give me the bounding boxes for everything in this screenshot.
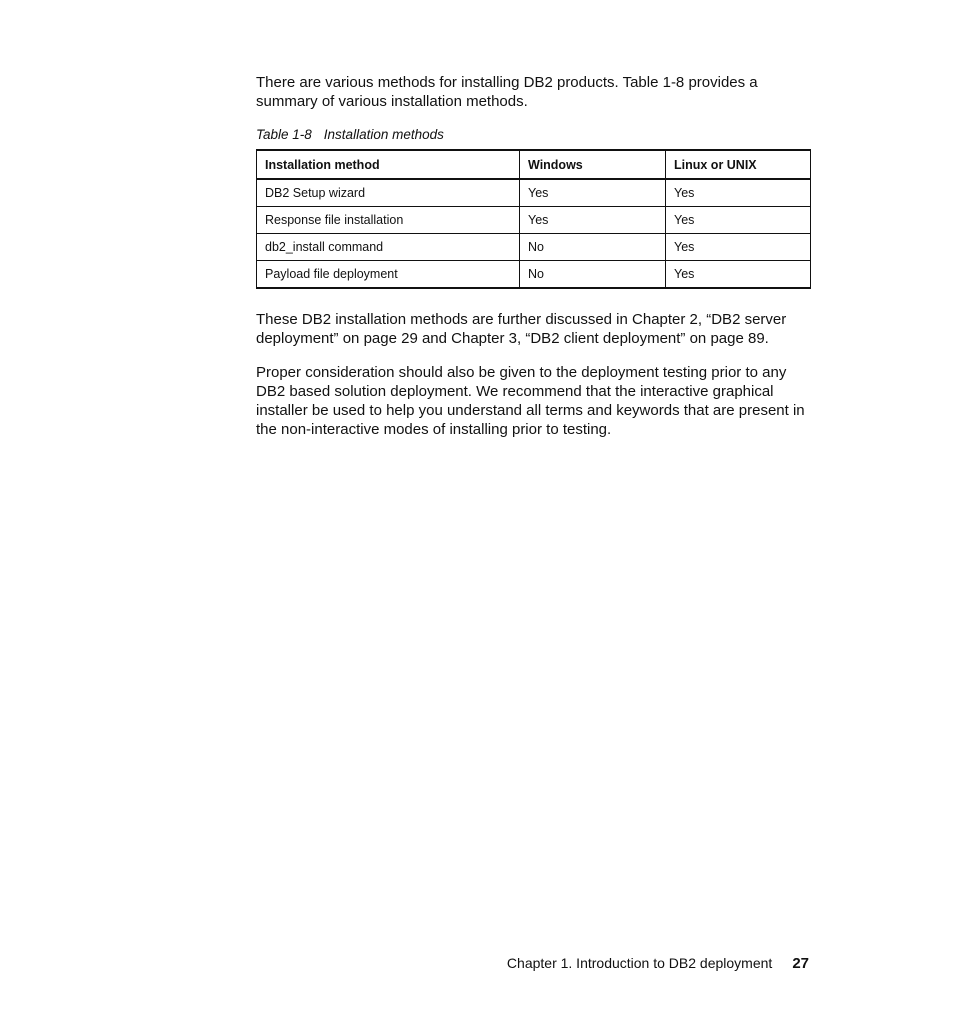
cell-linux-unix: Yes bbox=[666, 207, 811, 234]
cell-method: DB2 Setup wizard bbox=[257, 179, 520, 207]
installation-methods-table bbox=[256, 149, 811, 289]
cell-windows: Yes bbox=[520, 179, 666, 207]
header-linux-unix: Linux or UNIX bbox=[666, 150, 811, 179]
cell-linux-unix: Yes bbox=[666, 179, 811, 207]
table-caption-number: Table 1-8 bbox=[256, 127, 312, 142]
cell-method: Payload file deployment bbox=[257, 261, 520, 289]
cell-windows: No bbox=[520, 234, 666, 261]
cell-method: db2_install command bbox=[257, 234, 520, 261]
table-caption bbox=[256, 126, 812, 144]
cell-linux-unix: Yes bbox=[666, 261, 811, 289]
cell-method: Response file installation bbox=[257, 207, 520, 234]
table-header-row bbox=[257, 150, 811, 179]
header-windows: Windows bbox=[520, 150, 666, 179]
cell-windows: Yes bbox=[520, 207, 666, 234]
footer-chapter-title: Chapter 1. Introduction to DB2 deployment bbox=[506, 955, 773, 971]
page-number: 27 bbox=[792, 955, 809, 972]
chapter-references-paragraph: These DB2 installation methods are further discussed in Chapter 2, “DB2 server deployment” on page 29 and Chapter 3, “DB2 client deployment” on page 89. bbox=[256, 311, 787, 347]
testing-recommendation-paragraph: Proper consideration should also be given to the deployment testing prior to any DB2 based solution deployment. We recommend that the interactive graphical installer be used to help you understand all terms and keywords that are present in the non-interactive modes of installing prior to testing. bbox=[256, 364, 805, 438]
table-row bbox=[257, 261, 811, 289]
table-row bbox=[257, 207, 811, 234]
cell-linux-unix: Yes bbox=[666, 234, 811, 261]
intro-paragraph: There are various methods for installing DB2 products. Table 1-8 provides a summary of various installation methods. bbox=[256, 74, 758, 110]
table-row bbox=[257, 234, 811, 261]
page-footer bbox=[507, 954, 809, 973]
page-content bbox=[256, 73, 812, 439]
table-caption-title: Installation methods bbox=[323, 127, 444, 142]
header-installation-method: Installation method bbox=[257, 150, 520, 179]
table-row bbox=[257, 179, 811, 207]
cell-windows: No bbox=[520, 261, 666, 289]
